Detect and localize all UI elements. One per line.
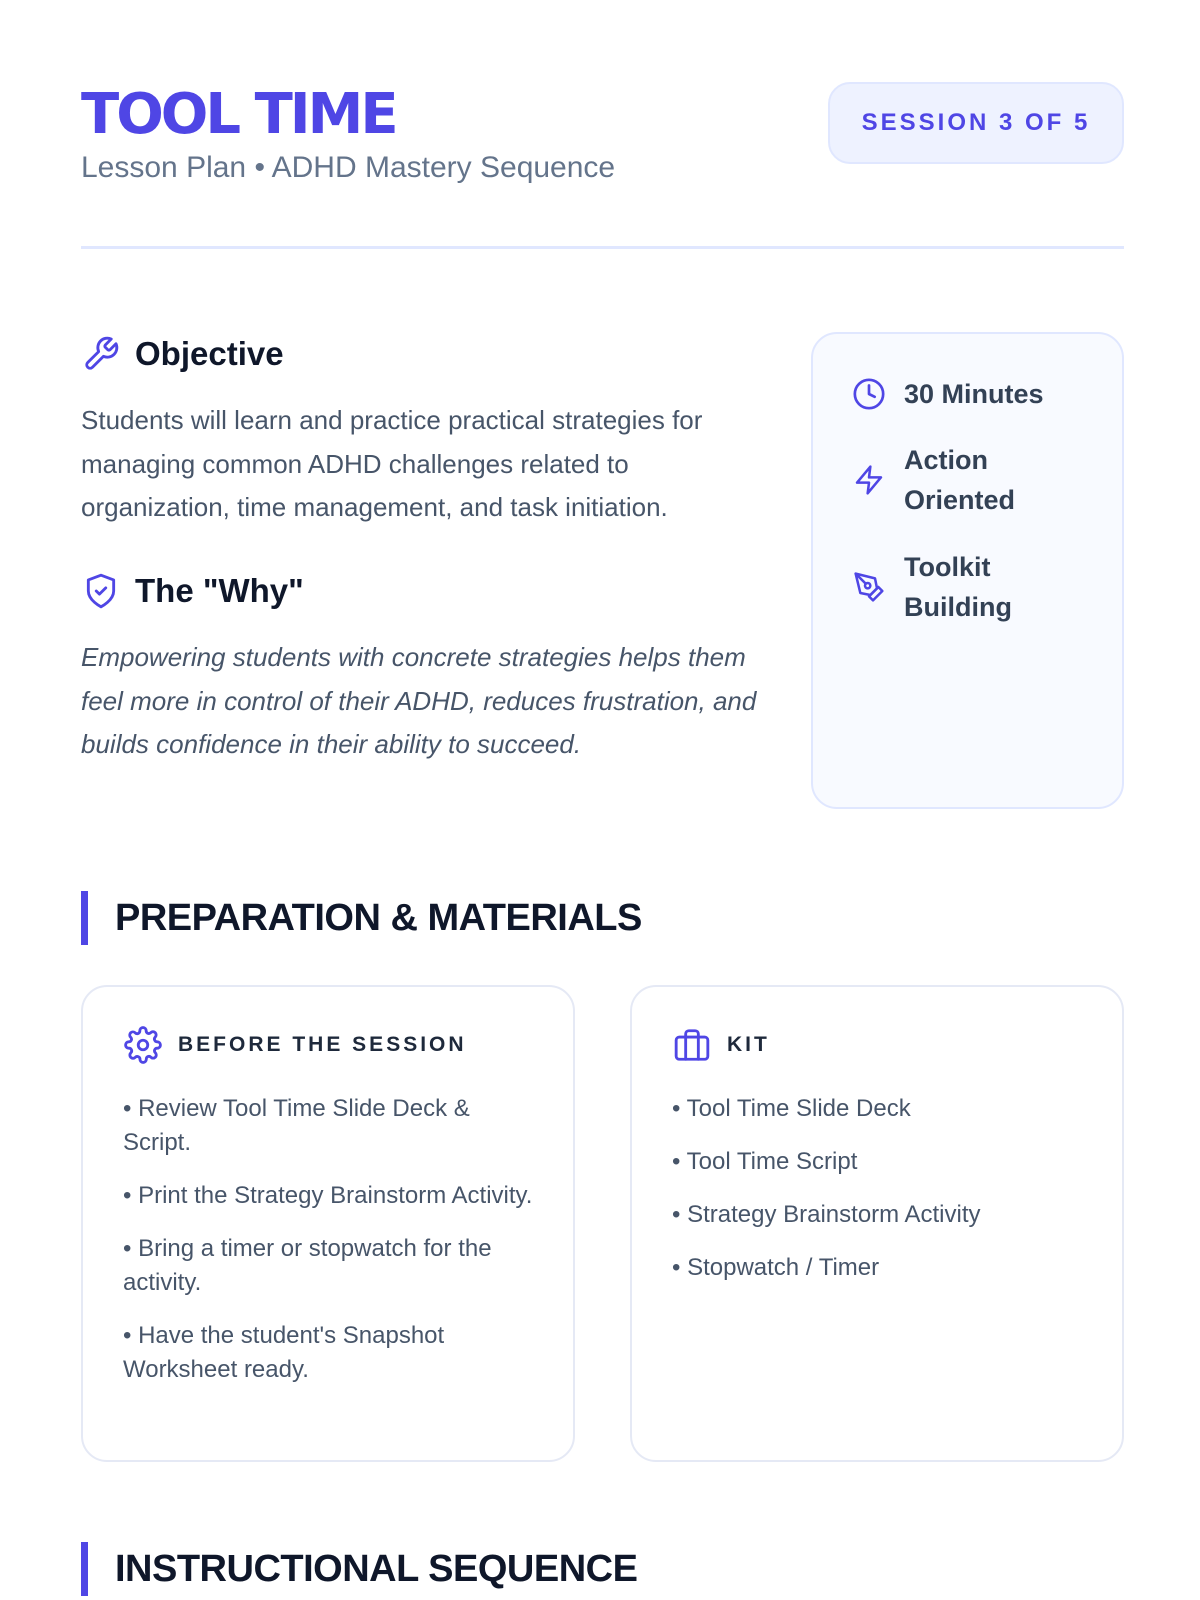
list-item: • Tool Time Script	[672, 1148, 858, 1175]
header	[81, 82, 1124, 192]
info-action-label: Action Oriented	[904, 445, 1016, 515]
preparation-title: PREPARATION & MATERIALS	[115, 896, 642, 939]
before-session-title: BEFORE THE SESSION	[178, 1033, 467, 1056]
list-item: • Bring a timer or stopwatch for the activity.	[123, 1235, 492, 1296]
list-item: • Stopwatch / Timer	[672, 1254, 880, 1281]
page-subtitle: Lesson Plan • ADHD Mastery Sequence	[81, 151, 616, 184]
kit-list	[672, 1092, 1082, 1304]
info-duration	[852, 374, 1084, 414]
gear-icon	[123, 1025, 163, 1065]
sequence-title: INSTRUCTIONAL SEQUENCE	[115, 1547, 638, 1590]
list-item: • Tool Time Slide Deck	[672, 1095, 911, 1122]
before-session-header	[123, 1025, 467, 1065]
kit-card	[630, 985, 1124, 1462]
preparation-heading	[81, 891, 642, 945]
objective-text: Students will learn and practice practical strategies for managing common ADHD challenges related to organization, time management, and task initiation.	[81, 405, 703, 522]
header-divider	[81, 246, 1124, 249]
list-item: • Have the student's Snapshot Worksheet ready.	[123, 1322, 445, 1383]
wrench-icon	[81, 334, 121, 374]
section-accent-bar	[81, 1542, 88, 1596]
section-accent-bar	[81, 891, 88, 945]
info-toolkit-label: Toolkit Building	[904, 552, 1012, 622]
why-heading	[81, 571, 304, 611]
info-toolkit	[852, 547, 1084, 627]
session-badge	[828, 82, 1124, 164]
briefcase-icon	[672, 1025, 712, 1065]
lightning-icon	[852, 463, 886, 497]
before-session-list	[123, 1092, 533, 1406]
objective-heading	[81, 334, 284, 374]
info-action	[852, 440, 1084, 520]
session-badge-label: SESSION 3 OF 5	[861, 109, 1091, 136]
kit-title: KIT	[727, 1033, 770, 1056]
info-duration-label: 30 Minutes	[904, 379, 1044, 409]
list-item: • Print the Strategy Brainstorm Activity.	[123, 1182, 533, 1209]
why-title: The "Why"	[135, 572, 304, 609]
page-title: TOOL TIME	[81, 82, 396, 147]
shield-check-icon	[81, 571, 121, 611]
why-text: Empowering students with concrete strategies helps them feel more in control of their ADHD, reduces frustration, and builds confidence in their ability to succeed.	[81, 642, 757, 759]
clock-icon	[852, 377, 886, 411]
before-session-card	[81, 985, 575, 1462]
list-item: • Strategy Brainstorm Activity	[672, 1201, 981, 1228]
pen-tool-icon	[852, 570, 886, 604]
list-item: • Review Tool Time Slide Deck & Script.	[123, 1095, 470, 1156]
kit-header	[672, 1025, 770, 1065]
lesson-plan-page	[81, 0, 1124, 1600]
sequence-heading	[81, 1542, 637, 1596]
objective-title: Objective	[135, 335, 284, 372]
